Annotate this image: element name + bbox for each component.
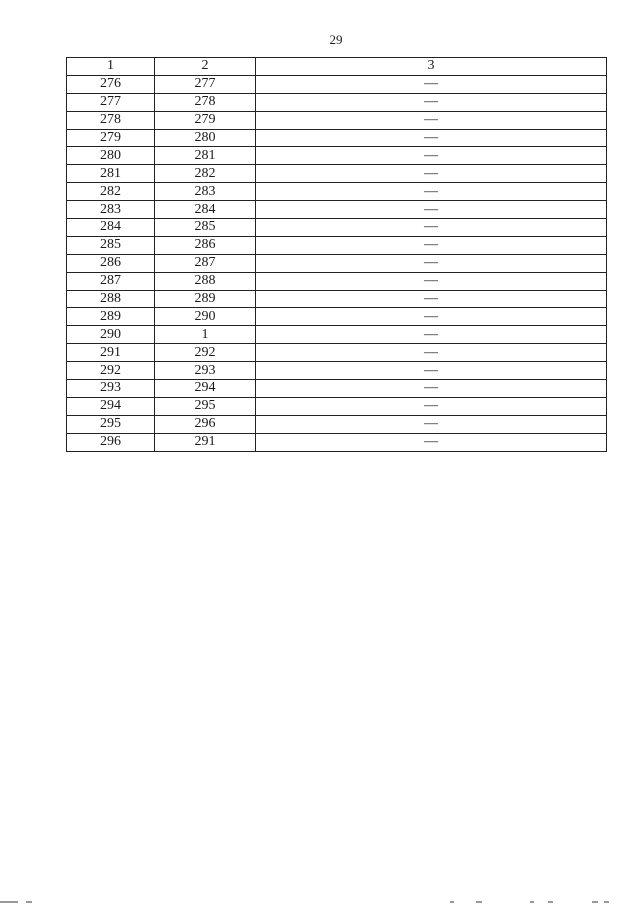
table-row xyxy=(67,254,607,272)
table-cell-col-2: 288 xyxy=(155,272,256,290)
table-cell-col-3: — xyxy=(256,380,607,398)
table-cell-col-2: 283 xyxy=(155,183,256,201)
table-cell-col-3: — xyxy=(256,201,607,219)
table-cell-col-3: — xyxy=(256,129,607,147)
table-cell-col-1: 280 xyxy=(67,147,155,165)
table-cell-col-1: 290 xyxy=(67,326,155,344)
table-row xyxy=(67,272,607,290)
table-cell-col-2: 277 xyxy=(155,75,256,93)
table-row xyxy=(67,415,607,433)
table-cell-col-3: — xyxy=(256,147,607,165)
table-cell-col-1: 293 xyxy=(67,380,155,398)
table-cell-col-2: 285 xyxy=(155,219,256,237)
table-cell-col-1: 291 xyxy=(67,344,155,362)
table-cell-col-3: — xyxy=(256,219,607,237)
table-cell-col-2: 1 xyxy=(155,326,256,344)
table-cell-col-1: 278 xyxy=(67,111,155,129)
table-cell-col-1: 289 xyxy=(67,308,155,326)
table-cell-col-2: 287 xyxy=(155,254,256,272)
table-row xyxy=(67,308,607,326)
table-cell-col-1: 284 xyxy=(67,219,155,237)
table-cell-col-2: 295 xyxy=(155,397,256,415)
table-cell-col-3: — xyxy=(256,326,607,344)
table-body xyxy=(67,75,607,451)
table-row xyxy=(67,344,607,362)
table-cell-col-1: 286 xyxy=(67,254,155,272)
table-row xyxy=(67,236,607,254)
table-header-row xyxy=(67,58,607,76)
table-cell-col-3: — xyxy=(256,93,607,111)
table-cell-col-3: — xyxy=(256,397,607,415)
table-cell-col-1: 292 xyxy=(67,362,155,380)
table-cell-col-2: 292 xyxy=(155,344,256,362)
table-cell-col-1: 295 xyxy=(67,415,155,433)
data-table xyxy=(66,57,607,452)
table-cell-col-1: 288 xyxy=(67,290,155,308)
table-cell-col-3: — xyxy=(256,111,607,129)
table-cell-col-2: 296 xyxy=(155,415,256,433)
table-cell-col-1: 282 xyxy=(67,183,155,201)
page-number: 29 xyxy=(329,32,343,47)
table-cell-col-3: — xyxy=(256,183,607,201)
table-cell-col-1: 277 xyxy=(67,93,155,111)
table-cell-col-2: 294 xyxy=(155,380,256,398)
table-row xyxy=(67,93,607,111)
table-row xyxy=(67,326,607,344)
column-header-2: 2 xyxy=(155,58,256,76)
table-cell-col-1: 287 xyxy=(67,272,155,290)
table-row xyxy=(67,165,607,183)
table-cell-col-2: 281 xyxy=(155,147,256,165)
table-row xyxy=(67,397,607,415)
table-cell-col-1: 281 xyxy=(67,165,155,183)
column-header-3: 3 xyxy=(256,58,607,76)
table-row xyxy=(67,380,607,398)
table-cell-col-3: — xyxy=(256,433,607,451)
column-header-1: 1 xyxy=(67,58,155,76)
table-row xyxy=(67,183,607,201)
scan-edge-marks xyxy=(0,897,640,903)
table-cell-col-2: 293 xyxy=(155,362,256,380)
table-cell-col-2: 282 xyxy=(155,165,256,183)
table-header xyxy=(67,58,607,76)
table-cell-col-2: 286 xyxy=(155,236,256,254)
table-cell-col-3: — xyxy=(256,75,607,93)
table-cell-col-3: — xyxy=(256,308,607,326)
table-row xyxy=(67,362,607,380)
table-cell-col-3: — xyxy=(256,236,607,254)
table-cell-col-1: 276 xyxy=(67,75,155,93)
table-row xyxy=(67,111,607,129)
table-cell-col-1: 285 xyxy=(67,236,155,254)
table-row xyxy=(67,201,607,219)
table-cell-col-1: 296 xyxy=(67,433,155,451)
table-cell-col-2: 279 xyxy=(155,111,256,129)
table-cell-col-2: 289 xyxy=(155,290,256,308)
table-cell-col-3: — xyxy=(256,362,607,380)
table-cell-col-3: — xyxy=(256,254,607,272)
table-row xyxy=(67,290,607,308)
table-cell-col-2: 278 xyxy=(155,93,256,111)
table-cell-col-2: 284 xyxy=(155,201,256,219)
table-cell-col-3: — xyxy=(256,290,607,308)
table-cell-col-3: — xyxy=(256,415,607,433)
table-row xyxy=(67,219,607,237)
table-cell-col-3: — xyxy=(256,165,607,183)
table-cell-col-2: 291 xyxy=(155,433,256,451)
table-cell-col-3: — xyxy=(256,344,607,362)
table-cell-col-1: 294 xyxy=(67,397,155,415)
table-row xyxy=(67,75,607,93)
table-cell-col-2: 290 xyxy=(155,308,256,326)
table-cell-col-1: 279 xyxy=(67,129,155,147)
table-row xyxy=(67,147,607,165)
table-row xyxy=(67,433,607,451)
table-cell-col-3: — xyxy=(256,272,607,290)
table-row xyxy=(67,129,607,147)
table-cell-col-1: 283 xyxy=(67,201,155,219)
table-cell-col-2: 280 xyxy=(155,129,256,147)
